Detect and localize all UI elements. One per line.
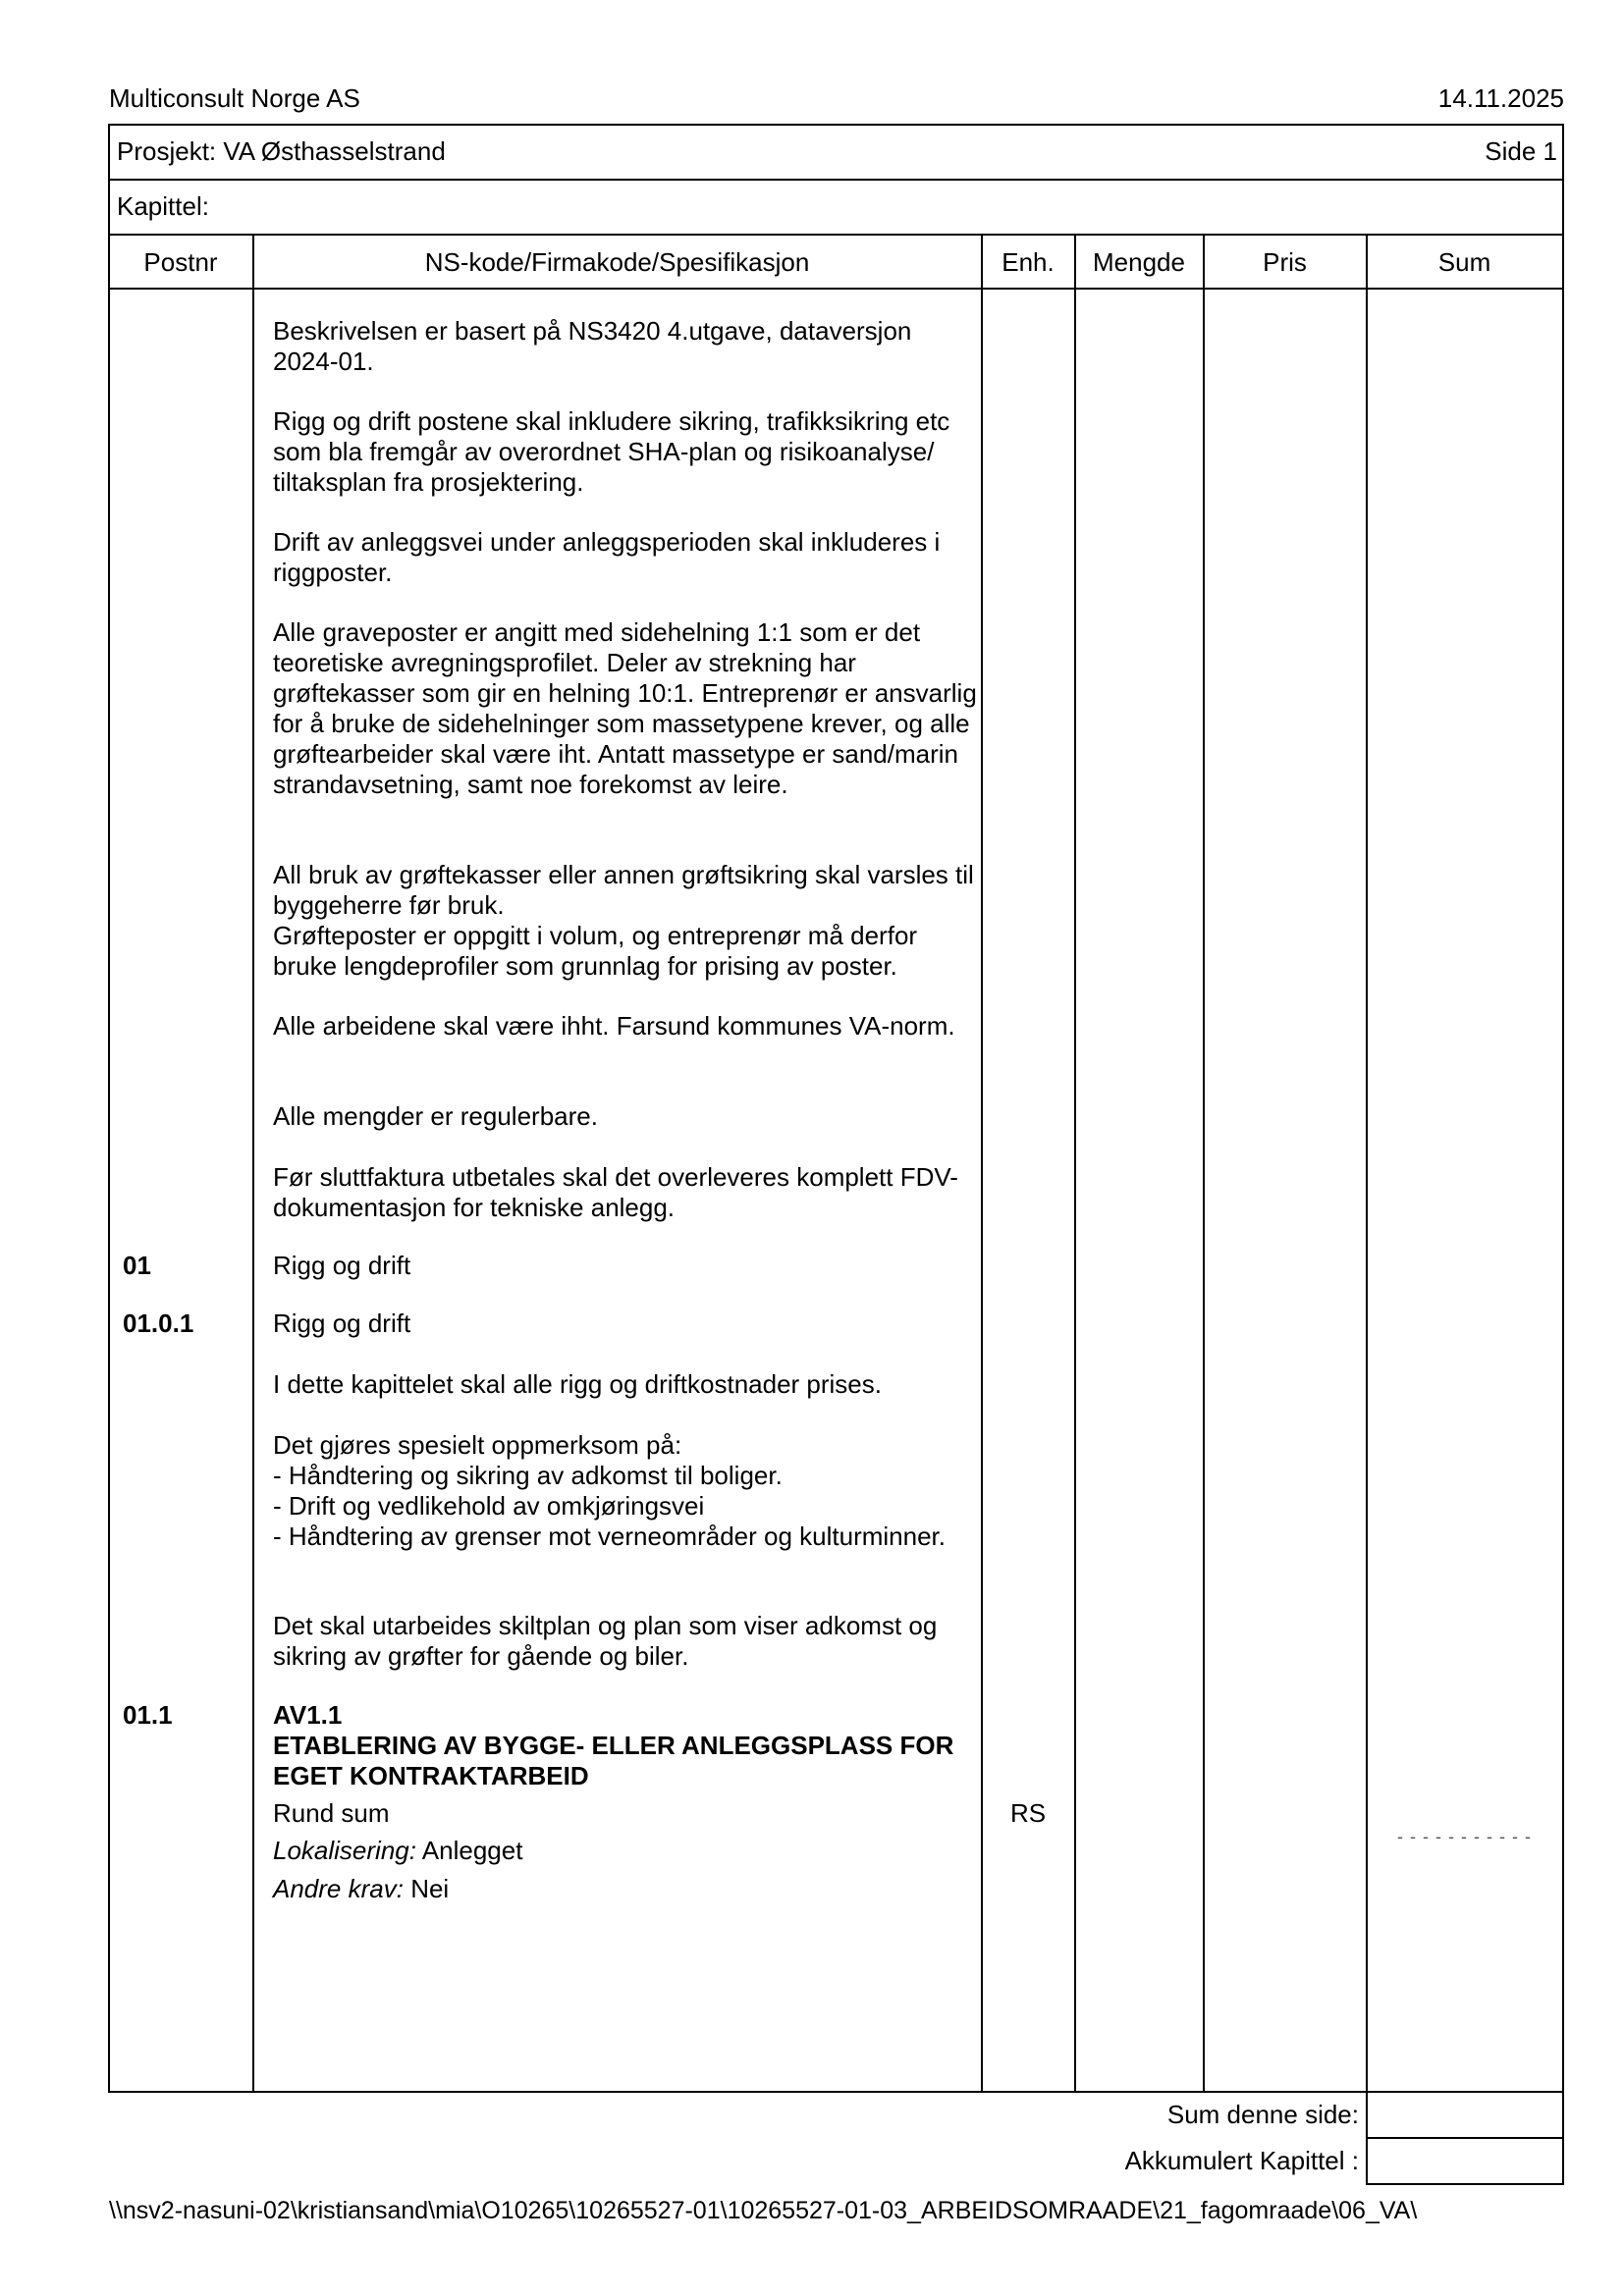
intro-paragraph: Alle mengder er regulerbare. bbox=[273, 1101, 598, 1131]
project-label: Prosjekt: VA Østhasselstrand bbox=[117, 136, 446, 166]
file-path: \\nsv2-nasuni-02\kristiansand\mia\O10265\10265527-01\10265527-01-03_ARBEIDSOMRAADE\21_fagomraade\06_VA\ bbox=[109, 2197, 1418, 2224]
section-text: I dette kapittelet skal alle rigg og driftkostnader prises. bbox=[273, 1369, 882, 1399]
intro-paragraph: Drift av anleggsvei under anleggsperioden skal inkluderes i riggposter. bbox=[273, 527, 941, 587]
column-header-price: Pris bbox=[1263, 247, 1307, 277]
column-header-sum: Sum bbox=[1437, 247, 1491, 277]
bullet-item: - Drift og vedlikehold av omkjøringsvei bbox=[273, 1491, 705, 1521]
intro-paragraph: Før sluttfaktura utbetales skal det overleveres komplett FDV-dokumentasjon for tekniske anlegg. bbox=[273, 1162, 958, 1222]
item-price-type: Rund sum bbox=[273, 1798, 390, 1828]
other-value: Nei bbox=[410, 1874, 450, 1903]
other-label: Andre krav: bbox=[273, 1874, 404, 1903]
intro-paragraph: All bruk av grøftekasser eller annen grøftsikring skal varsles til byggeherre før bruk. bbox=[273, 860, 974, 920]
item-other-requirements bbox=[273, 1874, 980, 1904]
item-heading: ETABLERING AV BYGGE- ELLER ANLEGGSPLASS FOR EGET KONTRAKTARBEID bbox=[273, 1731, 954, 1790]
section-title: Rigg og drift bbox=[273, 1251, 411, 1280]
postnr-01-1: 01.1 bbox=[123, 1700, 173, 1730]
accumulated-chapter-label: Akkumulert Kapittel : bbox=[1124, 2146, 1359, 2175]
page-sum-label: Sum denne side: bbox=[1166, 2100, 1359, 2129]
section-title: Rigg og drift bbox=[273, 1308, 411, 1338]
chapter-label: Kapittel: bbox=[117, 191, 209, 221]
column-header-unit: Enh. bbox=[1001, 247, 1055, 277]
page-number: Side 1 bbox=[1485, 136, 1557, 166]
company-name: Multiconsult Norge AS bbox=[109, 83, 360, 113]
location-label: Lokalisering: bbox=[273, 1836, 416, 1865]
postnr-01-0-1: 01.0.1 bbox=[123, 1308, 194, 1338]
intro-paragraph: Beskrivelsen er basert på NS3420 4.utgave, dataversjon 2024-01. bbox=[273, 316, 912, 376]
section-text-lead: Det gjøres spesielt oppmerksom på: bbox=[273, 1430, 682, 1460]
intro-paragraph: Alle graveposter er angitt med sidehelning 1:1 som er det teoretiske avregningsprofilet. Deler av strekning har grøftekasser som gir en helning 10:1. Entreprenør er ansvarlig for å bruke de sidehelninger som massetypene krever, og alle grøftearbeider skal være iht. Antatt massetype er sand/marin strandavsetning, samt noe forekomst av leire. bbox=[273, 617, 977, 799]
intro-paragraph: Rigg og drift postene skal inkludere sikring, trafikksikring etc som bla fremgår av overordnet SHA-plan og risikoanalyse/ tiltaksplan fra prosjektering. bbox=[273, 406, 950, 497]
intro-paragraph: Grøfteposter er oppgitt i volum, og entreprenør må derfor bruke lengdeprofiler som grunnlag for prising av poster. bbox=[273, 921, 918, 981]
section-text bbox=[273, 1430, 980, 1552]
intro-paragraph: Alle arbeidene skal være ihht. Farsund kommunes VA-norm. bbox=[273, 1011, 955, 1041]
column-header-postnr: Postnr bbox=[143, 247, 218, 277]
bullet-item: - Håndtering av grenser mot verneområder og kulturminner. bbox=[273, 1522, 946, 1551]
sum-placeholder[interactable]: - - - - - - - - - - - bbox=[1397, 1827, 1532, 1846]
item-code: AV1.1 bbox=[273, 1700, 343, 1730]
item-location bbox=[273, 1836, 980, 1866]
document-date: 14.11.2025 bbox=[1437, 83, 1564, 113]
column-header-quantity: Mengde bbox=[1093, 247, 1185, 277]
item-unit: RS bbox=[1009, 1798, 1047, 1828]
bullet-item: - Håndtering og sikring av adkomst til boliger. bbox=[273, 1461, 783, 1490]
column-header-spec: NS-kode/Firmakode/Spesifikasjon bbox=[424, 247, 810, 277]
postnr-01: 01 bbox=[123, 1251, 151, 1280]
section-text: Det skal utarbeides skiltplan og plan som viser adkomst og sikring av grøfter for gående og biler. bbox=[273, 1611, 938, 1671]
location-value: Anlegget bbox=[421, 1836, 523, 1865]
page-sum-field[interactable] bbox=[1368, 2093, 1561, 2136]
accumulated-chapter-field[interactable] bbox=[1368, 2139, 1561, 2182]
